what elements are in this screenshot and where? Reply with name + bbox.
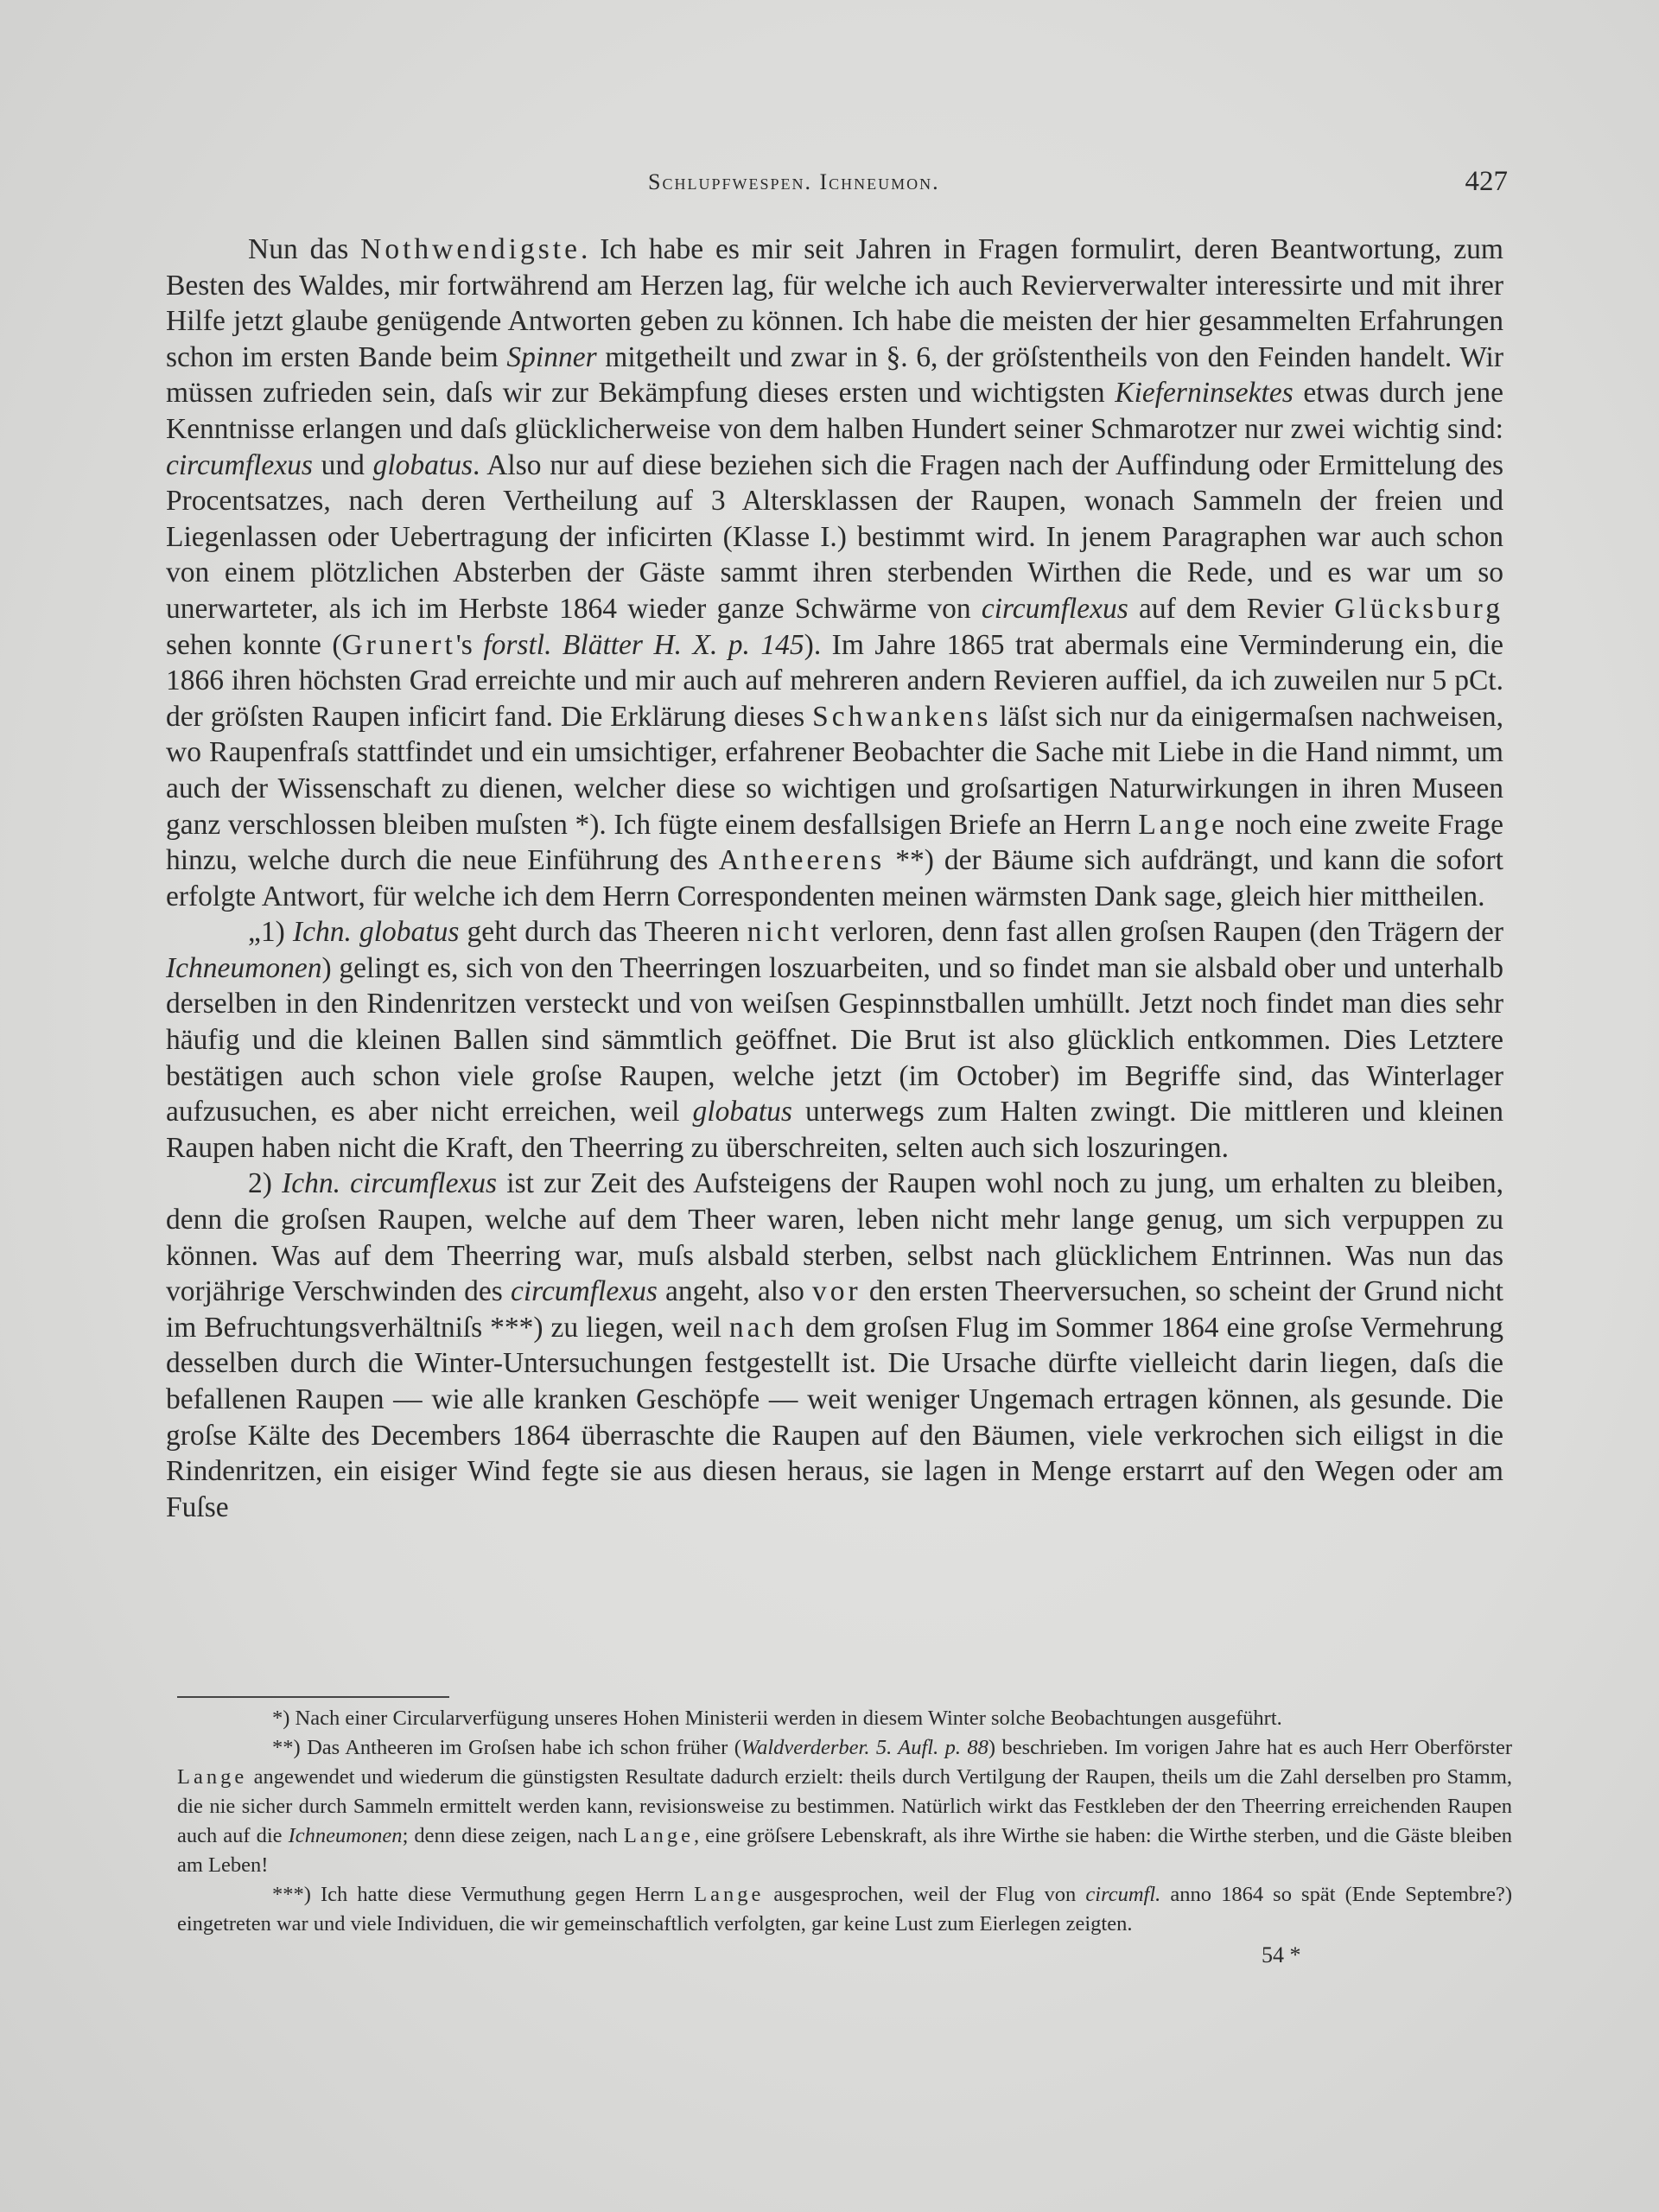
text-run: sehen konnte ( <box>166 628 342 661</box>
italic-term: globatus <box>372 448 473 481</box>
italic-term: circumfl. <box>1085 1883 1161 1906</box>
running-head: Schlupfwespen. Ichneumon. <box>648 169 940 194</box>
emphasis: vor <box>812 1275 861 1308</box>
text-run: noch eine zweite Frage hinzu, welche durch die neue Einführung des <box>166 808 1503 877</box>
emphasis: Lange <box>694 1883 765 1906</box>
text-run: geht durch das Theeren <box>459 916 747 949</box>
text-run: 's <box>455 628 484 661</box>
footnote-1: *) Nach einer Circularverfügung unseres Hohen Ministerii werden in diesem Winter solche Beobachtungen ausgeführt. <box>272 1707 1282 1730</box>
text-run: ; denn diese zeigen, nach <box>402 1824 624 1847</box>
emphasis: Lange <box>177 1765 248 1789</box>
text-run: mitgetheilt und zwar in §. 6, der gröſstentheils von den Feinden handelt. Wir müssen zufrieden sein, daſs wir zur Bekämpfung dieses ersten und wichtigsten <box>166 340 1503 410</box>
text-run: **) der Bäume sich aufdrängt, und kann die sofort erfolgte Antwort, für welche ich dem Herrn Correspondenten meinen wärmsten Dank sage, gleich hier mittheilen. <box>166 844 1503 912</box>
italic-term: forstl. Blätter H. X. p. 145 <box>483 628 804 661</box>
italic-term: globatus <box>692 1096 792 1128</box>
paragraph-2 <box>166 914 1503 1166</box>
text-run: angeht, also <box>657 1275 812 1308</box>
text-run: etwas durch jene Kenntnisse erlangen und daſs glücklicherweise von dem halben Hundert seiner Schmarotzer nur zwei wichtig sind: <box>166 377 1503 445</box>
text-run: und <box>312 448 373 481</box>
italic-term: Spinner <box>506 340 597 373</box>
text-run: angewendet und wiederum die günstigsten Resultate dadurch erzielt: theils durch Vertilgung der Raupen, theils um die Zahl derselben pro Stamm, die nie sicher durch Sammeln ermittelt werden kann, revisionsweise zu bestimmen. Natürlich wirkt das Festkleben der den Theerring erreichenden Raupen auch auf die <box>177 1765 1512 1847</box>
text-run: ). Im Jahre 1865 trat abermals eine Verminderung ein, die 1866 ihren höchsten Grad erreichte und mir auch auf mehreren andern Revieren auffiel, da ich zuweilen nur 5 pCt. der gröſsten Raupen inficirt fand. Die Erklärung dieses <box>166 628 1504 733</box>
emphasis: Antheerens <box>718 844 886 877</box>
italic-term: circumflexus <box>510 1275 658 1308</box>
emphasis: nach <box>728 1311 798 1344</box>
italic-term: Ichn. globatus <box>292 916 460 949</box>
footnote-3 <box>177 1880 1512 1939</box>
text-run: 2) <box>248 1167 283 1200</box>
text-run: auf dem Revier <box>1128 592 1335 625</box>
text-run: ) beschrieben. Im vorigen Jahre hat es auch Herr Oberförster <box>988 1736 1512 1759</box>
italic-term: Ichneumonen <box>288 1824 403 1847</box>
text-run: . Also nur auf diese beziehen sich die Fragen nach der Auffindung oder Ermittelung des Procentsatzes, nach deren Vertheilung auf 3 Altersklassen der Raupen, wonach Sammeln der freien und Liegenlassen oder Uebertragung der inficirten (Klasse I.) bestimmt wird. In jenem Paragraphen war auch schon von einem plötzlichen Absterben der Gäste sammt ihren sterbenden Wirthen die Rede, und es war um so unerwarteter, als ich im Herbste 1864 wieder ganze Schwärme von <box>166 448 1503 625</box>
emphasis: Glücksburg <box>1334 592 1503 625</box>
emphasis: Lange <box>1138 808 1229 841</box>
text-run: ) gelingt es, sich von den Theerringen loszuarbeiten, und so findet man sie alsbald ober und unterhalb derselben in den Rindenritzen versteckt und von weiſsen Gespinnstballen umhüllt. Jetzt noch findet man dies sehr häufig und die kleinen Ballen sind sämmtlich geöffnet. Die Brut ist also glücklich entkommen. Dies Letztere bestätigen auch schon viele groſse Raupen, welche jetzt (im October) im Begriffe sind, das Winterlager aufzusuchen, es aber nicht erreichen, weil <box>166 951 1503 1128</box>
footnote-2 <box>177 1733 1512 1880</box>
text-run: ***) Ich hatte diese Vermuthung gegen Herrn <box>272 1883 695 1906</box>
text-run: , eine gröſsere Lebenskraft, als ihre Wirthe sie haben: die Wirthe sterben, und die Gäste bleiben am Leben! <box>177 1824 1512 1877</box>
italic-term: Waldverderber. 5. Aufl. p. 88 <box>741 1736 988 1759</box>
emphasis: Lange <box>623 1824 695 1847</box>
text-run: Nun das <box>248 233 361 265</box>
paragraph-3 <box>166 1166 1503 1525</box>
italic-term: Ichneumonen <box>166 951 322 984</box>
italic-term: Kieferninsektes <box>1115 377 1294 410</box>
footnote-rule <box>177 1696 449 1698</box>
text-run: dem groſsen Flug im Sommer 1864 eine groſse Vermehrung desselben durch die Winter-Untersuchungen festgestellt ist. Die Ursache dürfte vielleicht darin liegen, daſs die befallenen Raupen — wie alle kranken Geschöpfe — weit weniger Ungemach ertragen können, als gesunde. Die groſse Kälte des Decembers 1864 überraschte die Raupen auf den Bäumen, viele verkrochen sich eiligst in die Rindenritzen, ein eisiger Wind fegte sie aus diesen heraus, sie lagen in Menge erstarrt auf den Wegen oder am Fuſse <box>166 1311 1503 1523</box>
italic-term: circumflexus <box>166 448 313 481</box>
text-run: **) Das Antheeren im Groſsen habe ich schon früher ( <box>272 1736 741 1759</box>
emphasis: nicht <box>747 916 823 949</box>
page-number: 427 <box>1465 166 1508 197</box>
text-run: . Ich habe es mir seit Jahren in Fragen formulirt, deren Beantwortung, zum Besten des Waldes, mir fortwährend am Herzen lag, für welche ich auch Revierverwalter interessirte und mit ihrer Hilfe jetzt glaube genügende Antworten geben zu können. Ich habe die meisten der hier gesammelten Erfahrungen schon im ersten Bande beim <box>166 233 1503 373</box>
italic-term: circumflexus <box>981 592 1128 625</box>
text-run: den ersten Theerversuchen, so scheint der Grund nicht im Befruchtungsverhältniſs ***) zu liegen, weil <box>166 1275 1503 1344</box>
text-run: „1) <box>248 916 293 949</box>
page-header <box>173 166 1508 200</box>
text-run: unterwegs zum Halten zwingt. Die mittleren und kleinen Raupen haben nicht die Kraft, den Theerring zu überschreiten, selten auch sich loszuringen. <box>166 1096 1503 1164</box>
paragraph-1 <box>166 232 1503 914</box>
text-run: anno 1864 so spät (Ende Septembre?) eingetreten war und viele Individuen, die wir gemeinschaftlich verfolgten, gar keine Lust zum Eierlegen zeigten. <box>177 1883 1512 1936</box>
italic-term: Ichn. circumflexus <box>282 1167 498 1200</box>
text-run: ausgesprochen, weil der Flug von <box>764 1883 1086 1906</box>
signature-mark: 54 * <box>1262 1942 1301 1967</box>
text-run: verloren, denn fast allen groſsen Raupen (den Trägern der <box>822 916 1503 949</box>
text-run: läſst sich nur da einigermaſsen nachweisen, wo Raupenfraſs stattfindet und ein umsichtiger, erfahrener Beobachter die Sache mit Liebe in die Hand nimmt, um auch der Wissenschaft zu dienen, welcher diese so wichtigen und groſsartigen Naturwirkungen in ihren Museen ganz verschlossen bleiben muſsten *). Ich fügte einem desfallsigen Briefe an Herrn <box>166 700 1503 841</box>
emphasis: Schwankens <box>812 700 992 733</box>
emphasis: Grunert <box>341 628 456 661</box>
footnotes <box>177 1704 1512 1939</box>
text-run: ist zur Zeit des Aufsteigens der Raupen wohl noch zu jung, um erhalten zu bleiben, denn die groſsen Raupen, welche auf dem Theer waren, leben nicht mehr lange genug, um sich verpuppen zu können. Was auf dem Theerring war, muſs alsbald sterben, selbst nach glücklichem Entrinnen. Was nun das vorjährige Verschwinden des <box>166 1167 1504 1308</box>
emphasis: Nothwendigste <box>360 233 581 265</box>
main-text <box>166 232 1503 1525</box>
